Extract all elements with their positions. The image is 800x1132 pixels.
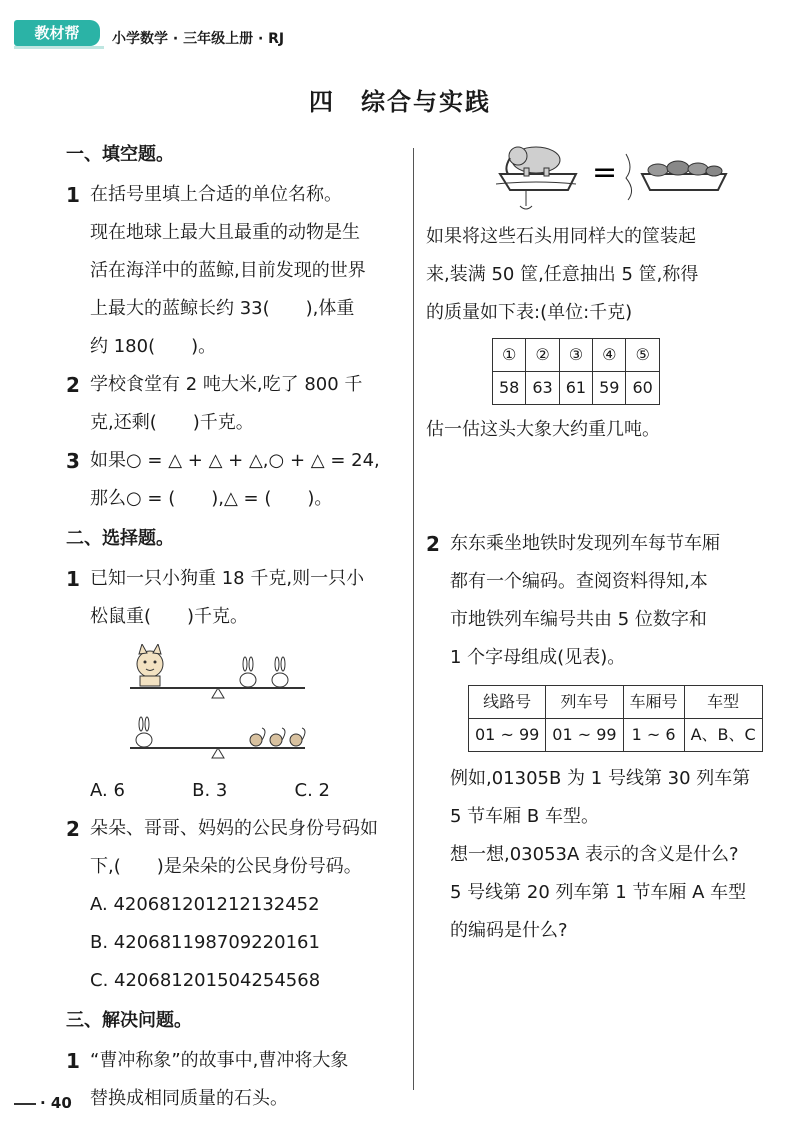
option-b: B. 420681198709220161 xyxy=(90,932,320,953)
option-a: A. 6 xyxy=(90,780,125,801)
question-number: 1 xyxy=(66,1049,80,1073)
choice-question-2-options xyxy=(66,886,402,1000)
fill-question-1-body xyxy=(66,214,402,366)
choice-question-2 xyxy=(66,810,402,886)
table-header-cell: 列车号 xyxy=(546,686,623,719)
balance-scale-illustration xyxy=(130,644,402,764)
question-number: 2 xyxy=(66,373,80,397)
question-number: 1 xyxy=(66,183,80,207)
stone-weight-table xyxy=(492,338,660,405)
elephant-boat-icon xyxy=(496,134,736,218)
text-line: 已知一只小狗重 18 千克,则一只小 xyxy=(90,568,365,589)
table-row xyxy=(469,719,763,752)
table-header-cell: ③ xyxy=(559,339,592,372)
table-header-cell: ④ xyxy=(593,339,626,372)
option-a: A. 420681201212132452 xyxy=(90,894,320,915)
text-line: 的编码是什么? xyxy=(450,920,568,941)
page-title: 四 综合与实践 xyxy=(309,88,491,116)
text-line: 来,装满 50 筐,任意抽出 5 筐,称得 xyxy=(426,264,699,285)
header-subtitle: 小学数学 · 三年级上册 · RJ xyxy=(112,31,285,47)
problem-1 xyxy=(66,1042,402,1118)
column-divider xyxy=(413,148,414,1090)
table-header-cell: 线路号 xyxy=(469,686,546,719)
table-cell: 1 ~ 6 xyxy=(623,719,684,752)
table-row xyxy=(469,686,763,719)
page-number: · 40 xyxy=(40,1094,72,1112)
question-number: 1 xyxy=(66,567,80,591)
question-number: 2 xyxy=(66,817,80,841)
table-row xyxy=(493,372,660,405)
balance-scales-icon xyxy=(130,644,310,764)
table-header-cell: ② xyxy=(526,339,559,372)
table-cell: 01 ~ 99 xyxy=(546,719,623,752)
text-line: 上最大的蓝鲸长约 33( ),体重 xyxy=(90,298,355,319)
text-line: 如果将这些石头用同样大的筐装起 xyxy=(426,226,696,247)
table-row xyxy=(493,339,660,372)
table-cell: 01 ~ 99 xyxy=(469,719,546,752)
table-header-cell: 车厢号 xyxy=(623,686,684,719)
problem-2 xyxy=(426,525,766,677)
text-line: 学校食堂有 2 吨大米,吃了 800 千 xyxy=(90,374,363,395)
stone-weight-table-wrap xyxy=(492,338,766,405)
page-number-rule xyxy=(14,1103,36,1105)
svg-text:=: = xyxy=(592,155,618,190)
text-line: 想一想,03053A 表示的含义是什么? xyxy=(450,844,739,865)
text-line: 如果○ = △ + △ + △,○ + △ = 24, xyxy=(90,450,380,471)
text-line: 朵朵、哥哥、妈妈的公民身份号码如 xyxy=(90,818,378,839)
text-line: 5 号线第 20 列车第 1 节车厢 A 车型 xyxy=(450,882,747,903)
text-line: 克,还剩( )千克。 xyxy=(90,412,254,433)
text-line: 那么○ = ( ),△ = ( )。 xyxy=(90,488,333,509)
right-column xyxy=(426,134,766,950)
badge-underline xyxy=(14,46,104,49)
text-line: 约 180( )。 xyxy=(90,336,217,357)
table-header-cell: ⑤ xyxy=(626,339,659,372)
fill-question-1 xyxy=(66,176,402,214)
table-cell: 61 xyxy=(559,372,592,405)
text-line: “曹冲称象”的故事中,曹冲将大象 xyxy=(90,1050,349,1071)
table-cell: 60 xyxy=(626,372,659,405)
option-b: B. 3 xyxy=(192,780,228,801)
option-c: C. 2 xyxy=(294,780,330,801)
train-code-table xyxy=(468,685,763,752)
text-line: 例如,01305B 为 1 号线第 30 列车第 xyxy=(450,768,751,789)
fill-question-2 xyxy=(66,366,402,442)
table-cell: A、B、C xyxy=(684,719,762,752)
question-text: 在括号里填上合适的单位名称。 xyxy=(90,184,342,205)
problem-1-question: 估一估这头大象大约重几吨。 xyxy=(426,419,660,440)
table-cell: 58 xyxy=(493,372,526,405)
elephant-stone-illustration xyxy=(496,134,766,218)
choice-question-1 xyxy=(66,560,402,636)
option-c: C. 420681201504254568 xyxy=(90,970,321,991)
question-number: 3 xyxy=(66,449,80,473)
table-cell: 63 xyxy=(526,372,559,405)
text-line: 现在地球上最大且最重的动物是生 xyxy=(90,222,360,243)
choice-question-1-options xyxy=(66,772,330,810)
spacer xyxy=(426,449,766,525)
text-line: 市地铁列车编号共由 5 位数字和 xyxy=(450,609,707,630)
question-number: 2 xyxy=(426,532,440,556)
text-line: 东东乘坐地铁时发现列车每节车厢 xyxy=(450,533,720,554)
code-table-wrap xyxy=(468,685,766,752)
text-line: 松鼠重( )千克。 xyxy=(90,606,249,627)
text-line: 下,( )是朵朵的公民身份号码。 xyxy=(90,856,362,877)
text-line: 替换成相同质量的石头。 xyxy=(90,1088,288,1109)
text-line: 5 节车厢 B 车型。 xyxy=(450,806,599,827)
text-line: 活在海洋中的蓝鲸,目前发现的世界 xyxy=(90,260,366,281)
text-line: 的质量如下表:(单位:千克) xyxy=(426,302,633,323)
section-problem-heading: 三、解决问题。 xyxy=(66,1010,192,1031)
table-header-cell: ① xyxy=(493,339,526,372)
text-line: 都有一个编码。查阅资料得知,本 xyxy=(450,571,708,592)
problem-2-body xyxy=(426,760,766,950)
section-choice-heading: 二、选择题。 xyxy=(66,528,174,549)
table-header-cell: 车型 xyxy=(684,686,762,719)
text-line: 1 个字母组成(见表)。 xyxy=(450,647,626,668)
fill-question-3 xyxy=(66,442,402,518)
left-column xyxy=(66,134,402,1118)
table-cell: 59 xyxy=(593,372,626,405)
textbook-badge: 教材帮 xyxy=(14,20,100,46)
section-fill-blank-heading: 一、填空题。 xyxy=(66,144,174,165)
